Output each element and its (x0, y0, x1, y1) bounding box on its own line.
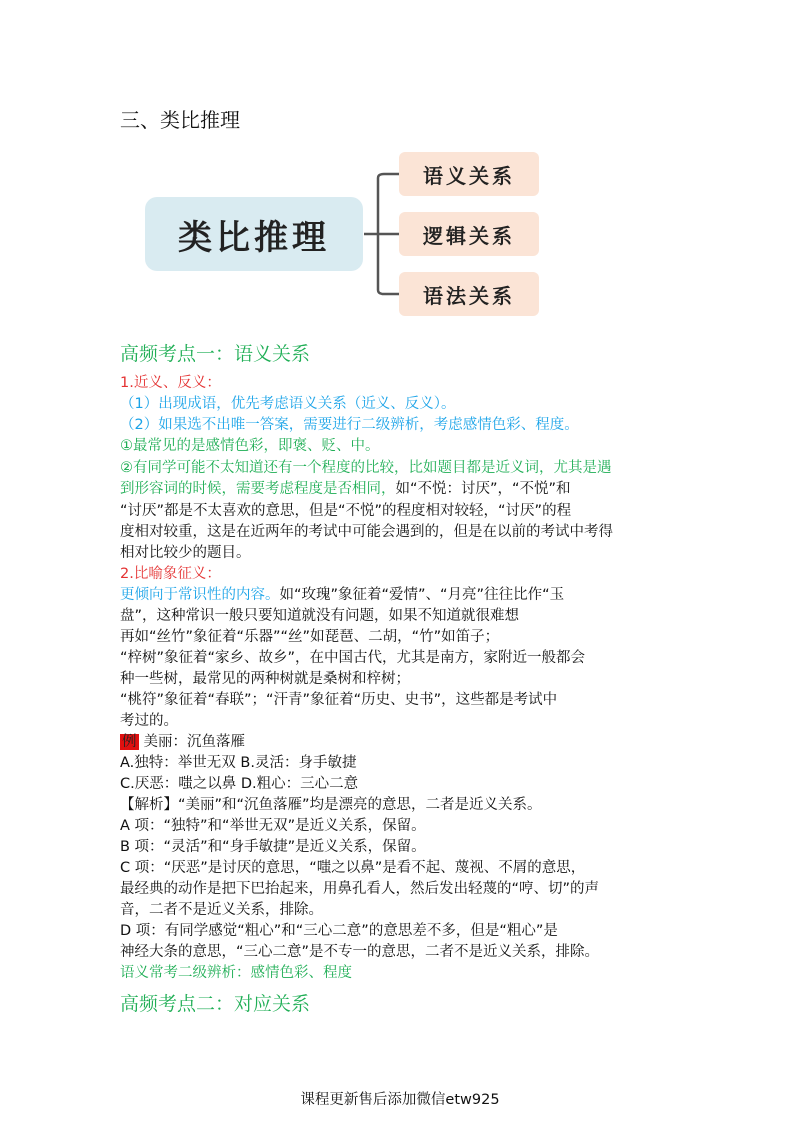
note-2-rest: “讨厌”都是不太喜欢的意思，但是“不悦”的程度相对较轻，“讨厌”的程 (120, 503, 572, 519)
item2-line: “梓树”象征着“家乡、故乡”，在中国古代，尤其是南方，家附近一般都会 (120, 650, 586, 666)
note-1: ①最常见的是感情色彩，即褒、贬、中。 (120, 438, 380, 454)
note-2-lead: ②有同学可能不太知道还有一个程度的比较，比如题目都是近义词，尤其是遇 (120, 460, 612, 476)
analysis-line: 音，二者不是近义关系，排除。 (120, 902, 323, 918)
note-2-rest: 相对比较少的题目。 (120, 545, 251, 561)
item2-first-line (120, 584, 564, 606)
options-line: C.厌恶：嗤之以鼻 D.粗心：三心二意 (120, 776, 359, 792)
analysis-line: 最经典的动作是把下巴抬起来，用鼻孔看人，然后发出轻蔑的“哼、切”的声 (120, 881, 600, 897)
note-2-line (120, 478, 571, 500)
analysis-line: A 项：“独特”和“举世无双”是近义关系，保留。 (120, 818, 426, 834)
item1-line: （1）出现成语，优先考虑语义关系（近义、反义）。 (120, 396, 456, 412)
mindmap-root: 类比推理 (145, 197, 363, 271)
footer-text: 课程更新售后添加微信etw925 (300, 1092, 500, 1108)
analysis-line: D 项：有同学感觉“粗心”和“三心二意”的意思差不多，但是“粗心”是 (120, 923, 558, 939)
item2-line: 盘”，这种常识一般只要知道就没有问题，如果不知道就很难想 (120, 608, 520, 624)
heading-2: 高频考点二：对应关系 (120, 993, 311, 1015)
note-2-rest: 度相对较重，这是在近两年的考试中可能会遇到的，但是在以前的考试中考得 (120, 524, 613, 540)
heading-1: 高频考点一：语义关系 (120, 343, 311, 365)
mindmap-branch-grammar: 语法关系 (399, 272, 539, 316)
item2-title: 2.比喻象征义： (120, 566, 221, 582)
item2-line: 考过的。 (120, 713, 178, 729)
note-2-lead-2: 到形容词的时候，需要考虑程度是否相同， (120, 481, 396, 497)
example-tag: 例 (122, 734, 137, 750)
item2-lead: 更倾向于常识性的内容。 (120, 587, 280, 603)
item1-title: 1.近义、反义： (120, 375, 221, 391)
example-question-line (120, 731, 245, 753)
analysis-line: C 项：“厌恶”是讨厌的意思，“嗤之以鼻”是看不起、蔑视、不屑的意思， (120, 860, 586, 876)
section-title: 三、类比推理 (120, 108, 240, 132)
analysis-line: 【解析】“美丽”和“沉鱼落雁”均是漂亮的意思，二者是近义关系。 (120, 797, 542, 813)
item2-line: 再如“丝竹”象征着“乐器”“丝”如琵琶、二胡，“竹”如笛子； (120, 629, 500, 645)
options-line: A.独特：举世无双 B.灵活：身手敏捷 (120, 755, 357, 771)
analysis-line: B 项：“灵活”和“身手敏捷”是近义关系，保留。 (120, 839, 426, 855)
item1-line: （2）如果选不出唯一答案，需要进行二级辨析，考虑感情色彩、程度。 (120, 417, 579, 433)
note-2-rest-1: 如“不悦：讨厌”，“不悦”和 (395, 481, 571, 497)
summary-note: 语义常考二级辨析：感情色彩、程度 (120, 965, 352, 981)
item2-line: “桃符”象征着“春联”；“汗青”象征着“历史、史书”，这些都是考试中 (120, 692, 558, 708)
analysis-line: 神经大条的意思，“三心二意”是不专一的意思，二者不是近义关系，排除。 (120, 944, 600, 960)
example-question: 美丽：沉鱼落雁 (143, 734, 245, 750)
item2-line: 种一些树，最常见的两种树就是桑树和梓树； (120, 671, 410, 687)
item2-rest-1: 如“玫瑰”象征着“爱情”、“月亮”往往比作“玉 (279, 587, 565, 603)
mindmap-branch-semantic: 语义关系 (399, 152, 539, 196)
mindmap-branch-logic: 逻辑关系 (399, 212, 539, 256)
